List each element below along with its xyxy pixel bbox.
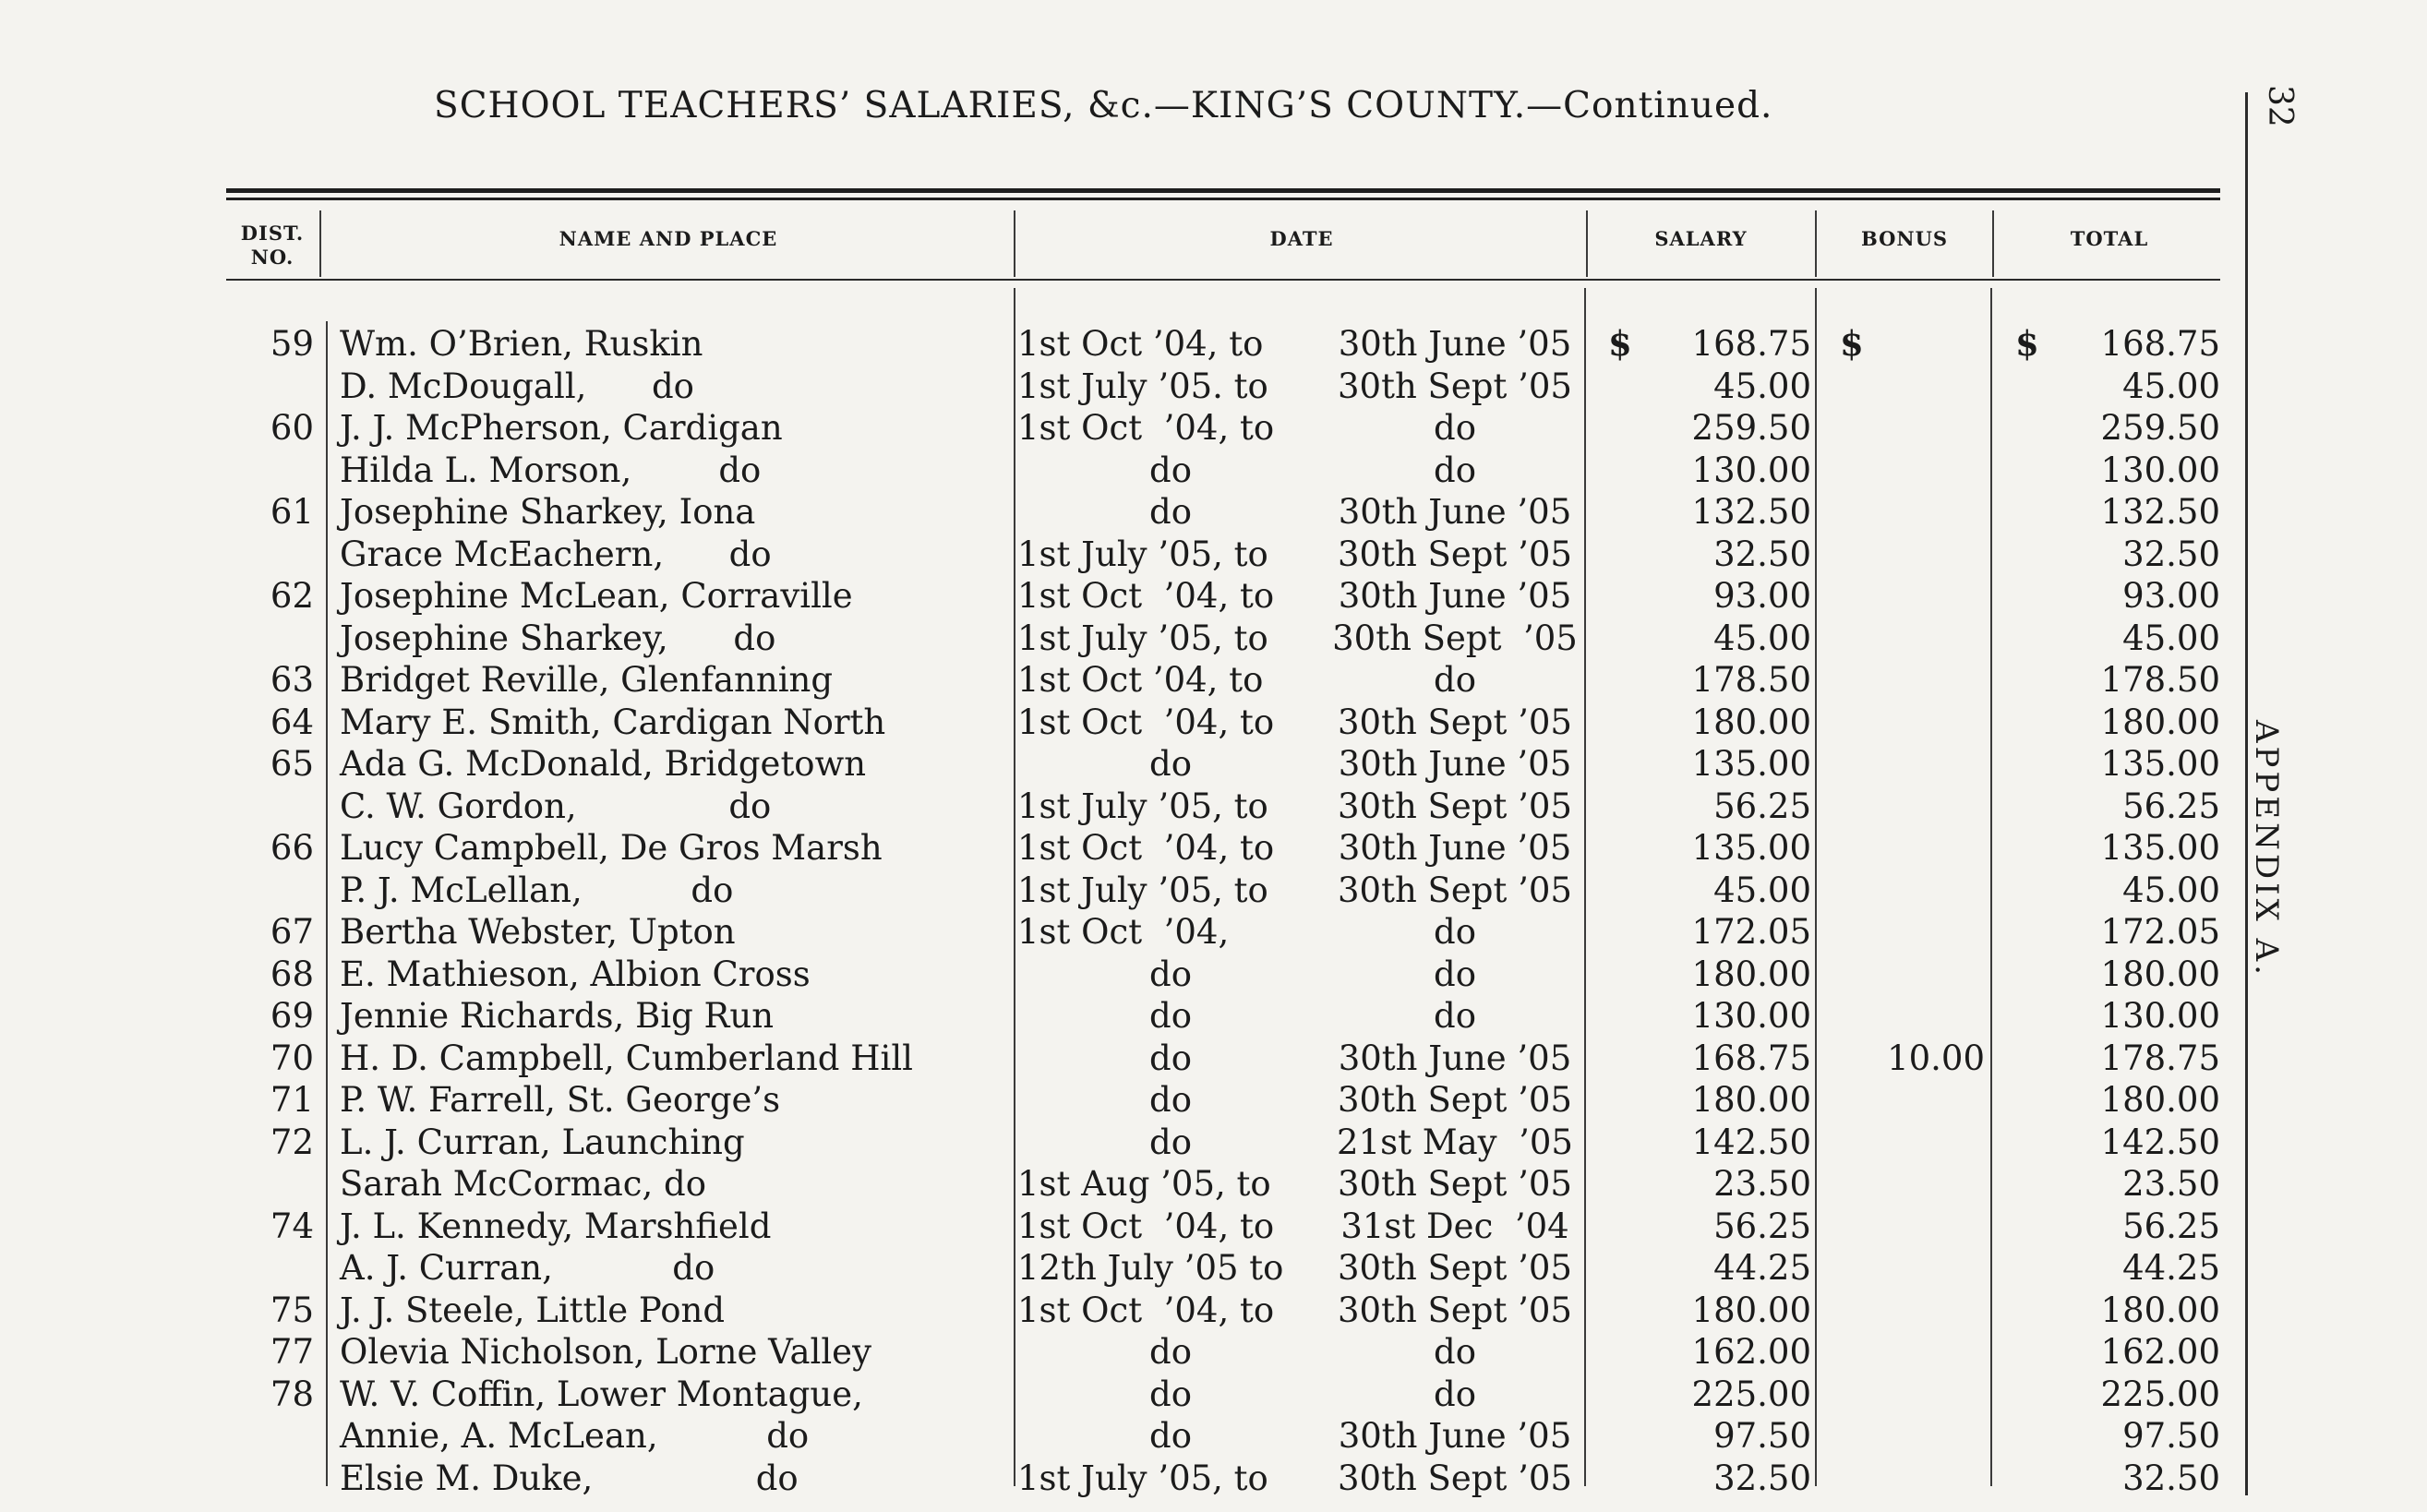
date-from: 1st July ’05. to	[1017, 366, 1268, 406]
total-value: 93.00	[2122, 576, 2220, 616]
date-to: 30th June ’05	[1338, 576, 1572, 616]
salary-value: 45.00	[1713, 366, 1811, 406]
salary-value: 45.00	[1713, 618, 1811, 658]
date-to: 31st Dec ’04	[1340, 1206, 1569, 1246]
table-row	[0, 1374, 2253, 1415]
table-row	[0, 491, 2253, 533]
teacher-name-place: P. J. McLellan, do	[340, 870, 734, 910]
page-title: SCHOOL TEACHERS’ SALARIES, &c.—KING’S COUNTY.—Continued.	[434, 85, 1773, 126]
dist-no: 67	[270, 912, 314, 952]
date-from: do	[1149, 1122, 1192, 1162]
date-from: do	[1149, 1038, 1192, 1078]
date-to: do	[1434, 912, 1476, 952]
date-from: 1st Oct ’04, to	[1017, 660, 1264, 700]
total-value: 225.00	[2100, 1374, 2220, 1414]
teacher-name-place: Hilda L. Morson, do	[340, 450, 762, 490]
date-from: 1st Oct ’04, to	[1017, 576, 1275, 616]
table-row	[0, 1206, 2253, 1247]
dist-no: 78	[270, 1374, 314, 1414]
salary-value: 130.00	[1691, 996, 1811, 1036]
header-bonus: BONUS	[1860, 227, 1949, 250]
date-from: do	[1149, 954, 1192, 994]
teacher-name-place: J. L. Kennedy, Marshfield	[340, 1206, 772, 1246]
total-value: 178.50	[2100, 660, 2220, 700]
teacher-name-place: Grace McEachern, do	[340, 534, 772, 574]
dist-no: 62	[270, 576, 314, 616]
header-total: TOTAL	[2070, 227, 2149, 250]
date-to: 21st May ’05	[1337, 1122, 1573, 1162]
salary-value: 130.00	[1691, 450, 1811, 490]
teacher-name-place: Olevia Nicholson, Lorne Valley	[340, 1332, 871, 1372]
date-from: 1st Oct ’04,	[1017, 912, 1230, 952]
date-from: 1st Oct ’04, to	[1017, 408, 1275, 448]
dist-no: 75	[270, 1290, 314, 1330]
header-bottom-rule	[226, 279, 2220, 281]
table-row	[0, 1458, 2253, 1499]
teacher-name-place: Ada G. McDonald, Bridgetown	[340, 744, 867, 784]
date-to: do	[1434, 1332, 1476, 1372]
salary-value: 135.00	[1691, 744, 1811, 784]
dist-no: 60	[270, 408, 314, 448]
header-divider	[1815, 210, 1817, 277]
table-row	[0, 618, 2253, 659]
salary-value: 56.25	[1713, 1206, 1811, 1246]
date-to: 30th June ’05	[1338, 1416, 1572, 1456]
table-row	[0, 1290, 2253, 1331]
table-row	[0, 366, 2253, 407]
header-name-place: NAME AND PLACE	[559, 227, 778, 250]
teacher-name-place: Jennie Richards, Big Run	[340, 996, 775, 1036]
dist-no: 74	[270, 1206, 314, 1246]
total-value: 23.50	[2122, 1164, 2220, 1204]
salary-value: 44.25	[1713, 1248, 1811, 1288]
total-value: 135.00	[2100, 744, 2220, 784]
table-top-rule-inner	[226, 198, 2220, 200]
total-value: 142.50	[2100, 1122, 2220, 1162]
table-row	[0, 1163, 2253, 1205]
total-value: 44.25	[2122, 1248, 2220, 1288]
salary-value: 32.50	[1713, 534, 1811, 574]
date-from: 1st Oct ’04, to	[1017, 828, 1275, 868]
salary-value: 142.50	[1691, 1122, 1811, 1162]
header-dist-line2: NO.	[250, 246, 294, 269]
teacher-name-place: D. McDougall, do	[340, 366, 694, 406]
total-value: 45.00	[2122, 870, 2220, 910]
total-value: 180.00	[2100, 1290, 2220, 1330]
teacher-name-place: Annie, A. McLean, do	[340, 1416, 810, 1456]
dist-no: 72	[270, 1122, 314, 1162]
total-value: 172.05	[2100, 912, 2220, 952]
salary-value: 180.00	[1691, 1080, 1811, 1120]
date-from: 1st Oct ’04, to	[1017, 324, 1264, 364]
total-value: 130.00	[2100, 996, 2220, 1036]
teacher-name-place: J. J. Steele, Little Pond	[340, 1290, 726, 1330]
bonus-value: 10.00	[1887, 1038, 1985, 1078]
total-value: 162.00	[2100, 1332, 2220, 1372]
total-value: 168.75	[2100, 324, 2220, 364]
table-row	[0, 995, 2253, 1037]
date-from: 1st July ’05, to	[1017, 786, 1268, 826]
dist-no: 71	[270, 1080, 314, 1120]
date-to: 30th Sept ’05	[1338, 1164, 1572, 1204]
salary-value: 97.50	[1713, 1416, 1811, 1456]
salary-value: 178.50	[1691, 660, 1811, 700]
header-divider	[1014, 210, 1015, 277]
header-divider	[1992, 210, 1994, 277]
teacher-name-place: Bertha Webster, Upton	[340, 912, 736, 952]
dist-no: 63	[270, 660, 314, 700]
date-from: 12th July ’05 to	[1017, 1248, 1284, 1288]
teacher-name-place: A. J. Curran, do	[340, 1248, 715, 1288]
header-divider	[319, 210, 321, 277]
date-to: do	[1434, 450, 1476, 490]
salary-value: 168.75	[1691, 1038, 1811, 1078]
date-to: do	[1434, 996, 1476, 1036]
teacher-name-place: L. J. Curran, Launching	[340, 1122, 745, 1162]
teacher-name-place: W. V. Coffin, Lower Montague,	[340, 1374, 863, 1414]
date-to: 30th Sept ’05	[1338, 1080, 1572, 1120]
date-to: do	[1434, 660, 1476, 700]
date-from: 1st July ’05, to	[1017, 1458, 1268, 1498]
date-from: 1st July ’05, to	[1017, 534, 1268, 574]
total-value: 130.00	[2100, 450, 2220, 490]
header-dist-no	[226, 222, 318, 270]
table-row	[0, 1331, 2253, 1373]
date-from: 1st Oct ’04, to	[1017, 1206, 1275, 1246]
teacher-name-place: Josephine Sharkey, Iona	[340, 492, 756, 532]
table-row	[0, 1247, 2253, 1289]
table-row	[0, 1038, 2253, 1079]
dist-no: 65	[270, 744, 314, 784]
date-to: 30th Sept ’05	[1338, 1248, 1572, 1288]
date-from: do	[1149, 744, 1192, 784]
salary-value: 56.25	[1713, 786, 1811, 826]
salary-value: 23.50	[1713, 1164, 1811, 1204]
header-dist-line1: DIST.	[240, 222, 305, 245]
date-from: do	[1149, 1416, 1192, 1456]
teacher-name-place: E. Mathieson, Albion Cross	[340, 954, 811, 994]
table-row	[0, 743, 2253, 785]
table-row	[0, 786, 2253, 827]
date-to: 30th Sept ’05	[1338, 1458, 1572, 1498]
date-to: 30th June ’05	[1338, 324, 1572, 364]
date-from: do	[1149, 492, 1192, 532]
salary-value: 180.00	[1691, 1290, 1811, 1330]
salary-value: 93.00	[1713, 576, 1811, 616]
table-row	[0, 659, 2253, 701]
salary-value: 45.00	[1713, 870, 1811, 910]
total-value: 178.75	[2100, 1038, 2220, 1078]
total-value: 45.00	[2122, 366, 2220, 406]
total-value: 135.00	[2100, 828, 2220, 868]
table-row	[0, 1122, 2253, 1163]
table-row	[0, 911, 2253, 953]
total-value: 32.50	[2122, 534, 2220, 574]
salary-value: 259.50	[1691, 408, 1811, 448]
appendix-label: APPENDIX A.	[2248, 720, 2285, 978]
dist-no: 64	[270, 702, 314, 742]
header-date: DATE	[1269, 227, 1334, 250]
table-row	[0, 954, 2253, 995]
date-to: 30th Sept ’05	[1338, 870, 1572, 910]
teacher-name-place: P. W. Farrell, St. George’s	[340, 1080, 781, 1120]
date-from: do	[1149, 1080, 1192, 1120]
teacher-name-place: Sarah McCormac, do	[340, 1164, 706, 1204]
total-value: 56.25	[2122, 786, 2220, 826]
salary-value: 180.00	[1691, 954, 1811, 994]
salary-value: 172.05	[1691, 912, 1811, 952]
date-to: 30th June ’05	[1338, 492, 1572, 532]
dist-no: 70	[270, 1038, 314, 1078]
dist-no: 66	[270, 828, 314, 868]
salary-value: 162.00	[1691, 1332, 1811, 1372]
table-row	[0, 702, 2253, 743]
salary-value: 132.50	[1691, 492, 1811, 532]
teacher-name-place: Josephine McLean, Corraville	[340, 576, 853, 616]
teacher-name-place: C. W. Gordon, do	[340, 786, 772, 826]
salary-value: 168.75	[1691, 324, 1811, 364]
table-row	[0, 534, 2253, 575]
date-to: 30th June ’05	[1338, 1038, 1572, 1078]
date-to: 30th June ’05	[1338, 828, 1572, 868]
date-to: 30th Sept ’05	[1338, 702, 1572, 742]
date-from: 1st July ’05, to	[1017, 870, 1268, 910]
salary-dollar-sign: $	[1608, 323, 1632, 364]
date-from: 1st Oct ’04, to	[1017, 1290, 1275, 1330]
teacher-name-place: Josephine Sharkey, do	[340, 618, 776, 658]
date-to: do	[1434, 954, 1476, 994]
table-row	[0, 870, 2253, 911]
table-row	[0, 575, 2253, 617]
date-to: 30th Sept ’05	[1332, 618, 1578, 658]
header-salary: SALARY	[1654, 227, 1748, 250]
date-from: 1st Oct ’04, to	[1017, 702, 1275, 742]
date-from: 1st July ’05, to	[1017, 618, 1268, 658]
salary-value: 180.00	[1691, 702, 1811, 742]
date-from: do	[1149, 996, 1192, 1036]
dist-no: 68	[270, 954, 314, 994]
dist-no: 61	[270, 492, 314, 532]
page-number: 32	[2261, 85, 2299, 127]
total-value: 56.25	[2122, 1206, 2220, 1246]
date-to: 30th Sept ’05	[1338, 786, 1572, 826]
date-to: do	[1434, 408, 1476, 448]
dist-no: 59	[270, 324, 314, 364]
total-value: 180.00	[2100, 954, 2220, 994]
date-from: do	[1149, 1332, 1192, 1372]
total-value: 45.00	[2122, 618, 2220, 658]
dist-no: 77	[270, 1332, 314, 1372]
date-from: do	[1149, 450, 1192, 490]
teacher-name-place: Mary E. Smith, Cardigan North	[340, 702, 886, 742]
total-dollar-sign: $	[2015, 323, 2039, 364]
teacher-name-place: Wm. O’Brien, Ruskin	[340, 324, 703, 364]
dist-no: 69	[270, 996, 314, 1036]
table-row	[0, 407, 2253, 449]
table-row	[0, 827, 2253, 869]
total-value: 259.50	[2100, 408, 2220, 448]
date-to: 30th June ’05	[1338, 744, 1572, 784]
bonus-dollar-sign: $	[1840, 323, 1864, 364]
teacher-name-place: Bridget Reville, Glenfanning	[340, 660, 834, 700]
table-row	[0, 323, 2253, 365]
total-value: 97.50	[2122, 1416, 2220, 1456]
salary-value: 32.50	[1713, 1458, 1811, 1498]
total-value: 180.00	[2100, 702, 2220, 742]
teacher-name-place: Elsie M. Duke, do	[340, 1458, 799, 1498]
header-divider	[1586, 210, 1588, 277]
total-value: 180.00	[2100, 1080, 2220, 1120]
date-to: 30th Sept ’05	[1338, 534, 1572, 574]
total-value: 132.50	[2100, 492, 2220, 532]
table-row	[0, 1079, 2253, 1121]
teacher-name-place: Lucy Campbell, De Gros Marsh	[340, 828, 883, 868]
teacher-name-place: J. J. McPherson, Cardigan	[340, 408, 783, 448]
teacher-name-place: H. D. Campbell, Cumberland Hill	[340, 1038, 913, 1078]
salary-value: 225.00	[1691, 1374, 1811, 1414]
table-row	[0, 1415, 2253, 1457]
date-to: 30th Sept ’05	[1338, 1290, 1572, 1330]
table-top-rule	[226, 188, 2220, 193]
salary-value: 135.00	[1691, 828, 1811, 868]
date-from: do	[1149, 1374, 1192, 1414]
date-to: do	[1434, 1374, 1476, 1414]
table-row	[0, 450, 2253, 491]
date-from: 1st Aug ’05, to	[1017, 1164, 1271, 1204]
total-value: 32.50	[2122, 1458, 2220, 1498]
date-to: 30th Sept ’05	[1338, 366, 1572, 406]
